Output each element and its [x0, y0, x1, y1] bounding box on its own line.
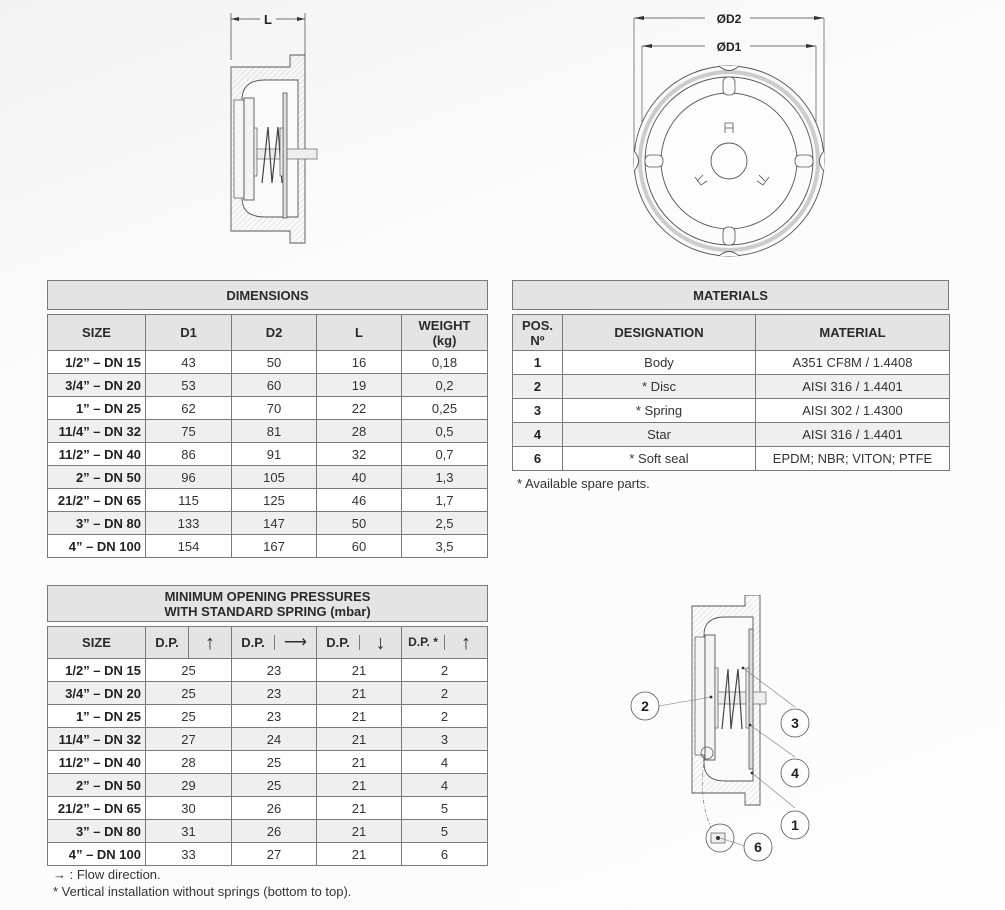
table-row — [513, 351, 950, 375]
cell-size: 11/2” – DN 40 — [48, 443, 146, 466]
table-row — [48, 843, 488, 866]
arrow-right-icon: ⟶ — [284, 633, 307, 651]
cell-size: 11/2” – DN 40 — [48, 751, 146, 774]
materials-table-title: MATERIALS — [512, 280, 949, 310]
callout-1-label: 1 — [791, 817, 799, 833]
cell-designation: * Soft seal — [563, 447, 756, 471]
cell-material: AISI 316 / 1.4401 — [756, 375, 950, 399]
cell-size: 11/4” – DN 32 — [48, 420, 146, 443]
header-weight — [402, 315, 488, 351]
header-dp-down — [317, 627, 402, 659]
header-pos-line2: Nº — [530, 332, 545, 348]
cell-dp-star-up: 6 — [402, 843, 488, 866]
cell-dp-up: 28 — [146, 751, 232, 774]
header-weight-line1: WEIGHT — [418, 317, 471, 333]
header-material: MATERIAL — [756, 315, 950, 351]
cell-d2: 81 — [232, 420, 317, 443]
pressure-table — [47, 626, 488, 866]
header-dp-label: D.P. — [232, 635, 275, 650]
spare-parts-note: * Available spare parts. — [517, 476, 650, 491]
cell-dp-down: 21 — [317, 774, 402, 797]
callout-1 — [781, 811, 809, 839]
cell-size: 21/2” – DN 65 — [48, 489, 146, 512]
cell-size: 3” – DN 80 — [48, 512, 146, 535]
header-size: SIZE — [48, 627, 146, 659]
cell-size: 4” – DN 100 — [48, 535, 146, 558]
cell-designation: * Spring — [563, 399, 756, 423]
cell-pos: 3 — [513, 399, 563, 423]
header-l: L — [317, 315, 402, 351]
cell-l: 46 — [317, 489, 402, 512]
front-view-drawing — [625, 5, 835, 260]
cell-d1: 75 — [146, 420, 232, 443]
table-row — [48, 374, 488, 397]
cell-dp-up: 25 — [146, 705, 232, 728]
arrow-up-icon: ↑ — [205, 631, 215, 654]
dimension-label-l: L — [264, 12, 272, 27]
table-row — [48, 797, 488, 820]
table-row — [48, 489, 488, 512]
cell-dp-down: 21 — [317, 751, 402, 774]
cell-d1: 115 — [146, 489, 232, 512]
table-row — [48, 535, 488, 558]
cell-size: 3/4” – DN 20 — [48, 374, 146, 397]
table-row — [48, 751, 488, 774]
table-row — [48, 397, 488, 420]
cell-dp-down: 21 — [317, 705, 402, 728]
table-row — [513, 399, 950, 423]
table-row — [513, 447, 950, 471]
table-row — [48, 420, 488, 443]
cell-dp-up: 25 — [146, 682, 232, 705]
table-row — [48, 466, 488, 489]
side-view-drawing — [220, 5, 320, 260]
table-row — [48, 351, 488, 374]
cell-dp-star-up: 2 — [402, 705, 488, 728]
cell-pos: 1 — [513, 351, 563, 375]
cell-designation: Body — [563, 351, 756, 375]
cell-dp-star-up: 4 — [402, 774, 488, 797]
header-designation: DESIGNATION — [563, 315, 756, 351]
cell-pos: 2 — [513, 375, 563, 399]
callout-3 — [781, 709, 809, 737]
cell-dp-star-up: 5 — [402, 797, 488, 820]
table-row — [48, 682, 488, 705]
pressure-table-title — [47, 585, 488, 622]
arrow-up-icon: ↑ — [461, 631, 471, 654]
cell-weight: 0,25 — [402, 397, 488, 420]
materials-table — [512, 314, 950, 471]
cell-l: 16 — [317, 351, 402, 374]
header-dp-up — [146, 627, 232, 659]
cell-d2: 60 — [232, 374, 317, 397]
cell-dp-flow: 24 — [232, 728, 317, 751]
cell-dp-star-up: 2 — [402, 682, 488, 705]
cell-dp-star-up: 2 — [402, 659, 488, 682]
pressure-title-line2: WITH STANDARD SPRING (mbar) — [164, 603, 371, 619]
callout-2 — [631, 692, 659, 720]
cell-dp-flow: 23 — [232, 682, 317, 705]
cell-dp-star-up: 3 — [402, 728, 488, 751]
header-size: SIZE — [48, 315, 146, 351]
table-row — [48, 512, 488, 535]
table-row — [48, 443, 488, 466]
table-row — [513, 375, 950, 399]
table-row — [48, 705, 488, 728]
cell-d2: 105 — [232, 466, 317, 489]
dimension-label-od1: ØD1 — [716, 40, 742, 54]
header-pos-line1: POS. — [521, 317, 554, 333]
cell-material: AISI 302 / 1.4300 — [756, 399, 950, 423]
cell-l: 28 — [317, 420, 402, 443]
table-row — [48, 820, 488, 843]
cell-weight: 0,18 — [402, 351, 488, 374]
cell-l: 19 — [317, 374, 402, 397]
cell-weight: 0,2 — [402, 374, 488, 397]
vertical-installation-note: * Vertical installation without springs (bottom to top). — [53, 884, 352, 899]
cell-material: A351 CF8M / 1.4408 — [756, 351, 950, 375]
cell-size: 2” – DN 50 — [48, 466, 146, 489]
cell-d1: 96 — [146, 466, 232, 489]
cell-size: 1” – DN 25 — [48, 397, 146, 420]
cell-dp-down: 21 — [317, 843, 402, 866]
cell-dp-flow: 25 — [232, 774, 317, 797]
callout-2-label: 2 — [641, 698, 649, 714]
cell-size: 1” – DN 25 — [48, 705, 146, 728]
cell-dp-flow: 26 — [232, 820, 317, 843]
cell-d2: 50 — [232, 351, 317, 374]
arrow-down-icon: ↓ — [375, 631, 386, 654]
cell-dp-up: 30 — [146, 797, 232, 820]
cell-dp-flow: 23 — [232, 659, 317, 682]
cell-size: 21/2” – DN 65 — [48, 797, 146, 820]
callout-4-label: 4 — [791, 765, 799, 781]
cell-dp-flow: 26 — [232, 797, 317, 820]
cell-weight: 0,7 — [402, 443, 488, 466]
cell-size: 4” – DN 100 — [48, 843, 146, 866]
cell-designation: * Disc — [563, 375, 756, 399]
cell-l: 32 — [317, 443, 402, 466]
callout-4 — [781, 759, 809, 787]
cell-dp-up: 25 — [146, 659, 232, 682]
cell-l: 40 — [317, 466, 402, 489]
table-row — [48, 728, 488, 751]
cell-weight: 1,3 — [402, 466, 488, 489]
flow-direction-note: → : Flow direction. — [53, 867, 161, 882]
cell-d2: 91 — [232, 443, 317, 466]
cell-dp-up: 33 — [146, 843, 232, 866]
cell-weight: 2,5 — [402, 512, 488, 535]
cell-dp-star-up: 5 — [402, 820, 488, 843]
cell-dp-up: 31 — [146, 820, 232, 843]
dimensions-table — [47, 314, 488, 558]
cell-size: 3” – DN 80 — [48, 820, 146, 843]
cell-d1: 43 — [146, 351, 232, 374]
cell-designation: Star — [563, 423, 756, 447]
header-dp-flow — [232, 627, 317, 659]
cell-material: EPDM; NBR; VITON; PTFE — [756, 447, 950, 471]
cell-size: 2” – DN 50 — [48, 774, 146, 797]
cell-size: 11/4” – DN 32 — [48, 728, 146, 751]
header-dp-star-up — [402, 627, 488, 659]
table-row — [48, 659, 488, 682]
cell-dp-down: 21 — [317, 659, 402, 682]
cell-size: 1/2” – DN 15 — [48, 351, 146, 374]
cell-d1: 154 — [146, 535, 232, 558]
header-dp-star-label: D.P. * — [402, 635, 445, 650]
cell-size: 3/4” – DN 20 — [48, 682, 146, 705]
dimension-label-od2: ØD2 — [716, 12, 742, 26]
callout-6 — [744, 833, 772, 861]
cell-l: 50 — [317, 512, 402, 535]
cell-d1: 62 — [146, 397, 232, 420]
cell-weight: 1,7 — [402, 489, 488, 512]
cell-dp-flow: 27 — [232, 843, 317, 866]
cell-d2: 125 — [232, 489, 317, 512]
cell-dp-star-up: 4 — [402, 751, 488, 774]
cell-l: 22 — [317, 397, 402, 420]
cell-dp-up: 27 — [146, 728, 232, 751]
cell-material: AISI 316 / 1.4401 — [756, 423, 950, 447]
dimensions-table-title: DIMENSIONS — [47, 280, 488, 310]
cell-d2: 147 — [232, 512, 317, 535]
header-d2: D2 — [232, 315, 317, 351]
header-pos — [513, 315, 563, 351]
cell-weight: 3,5 — [402, 535, 488, 558]
table-row — [513, 423, 950, 447]
cell-pos: 4 — [513, 423, 563, 447]
exploded-view-drawing — [625, 595, 820, 865]
cell-d1: 53 — [146, 374, 232, 397]
cell-d1: 86 — [146, 443, 232, 466]
cell-dp-flow: 25 — [232, 751, 317, 774]
header-dp-label: D.P. — [317, 635, 360, 650]
pressure-title-line1: MINIMUM OPENING PRESSURES — [164, 588, 371, 604]
cell-dp-down: 21 — [317, 682, 402, 705]
header-weight-line2: (kg) — [432, 332, 457, 348]
cell-d2: 167 — [232, 535, 317, 558]
cell-dp-down: 21 — [317, 728, 402, 751]
cell-dp-up: 29 — [146, 774, 232, 797]
cell-d2: 70 — [232, 397, 317, 420]
callout-3-label: 3 — [791, 715, 799, 731]
header-dp-label: D.P. — [146, 627, 189, 658]
table-row — [48, 774, 488, 797]
cell-size: 1/2” – DN 15 — [48, 659, 146, 682]
callout-6-label: 6 — [754, 839, 762, 855]
cell-dp-down: 21 — [317, 820, 402, 843]
cell-pos: 6 — [513, 447, 563, 471]
cell-l: 60 — [317, 535, 402, 558]
cell-weight: 0,5 — [402, 420, 488, 443]
header-d1: D1 — [146, 315, 232, 351]
cell-dp-flow: 23 — [232, 705, 317, 728]
cell-d1: 133 — [146, 512, 232, 535]
cell-dp-down: 21 — [317, 797, 402, 820]
